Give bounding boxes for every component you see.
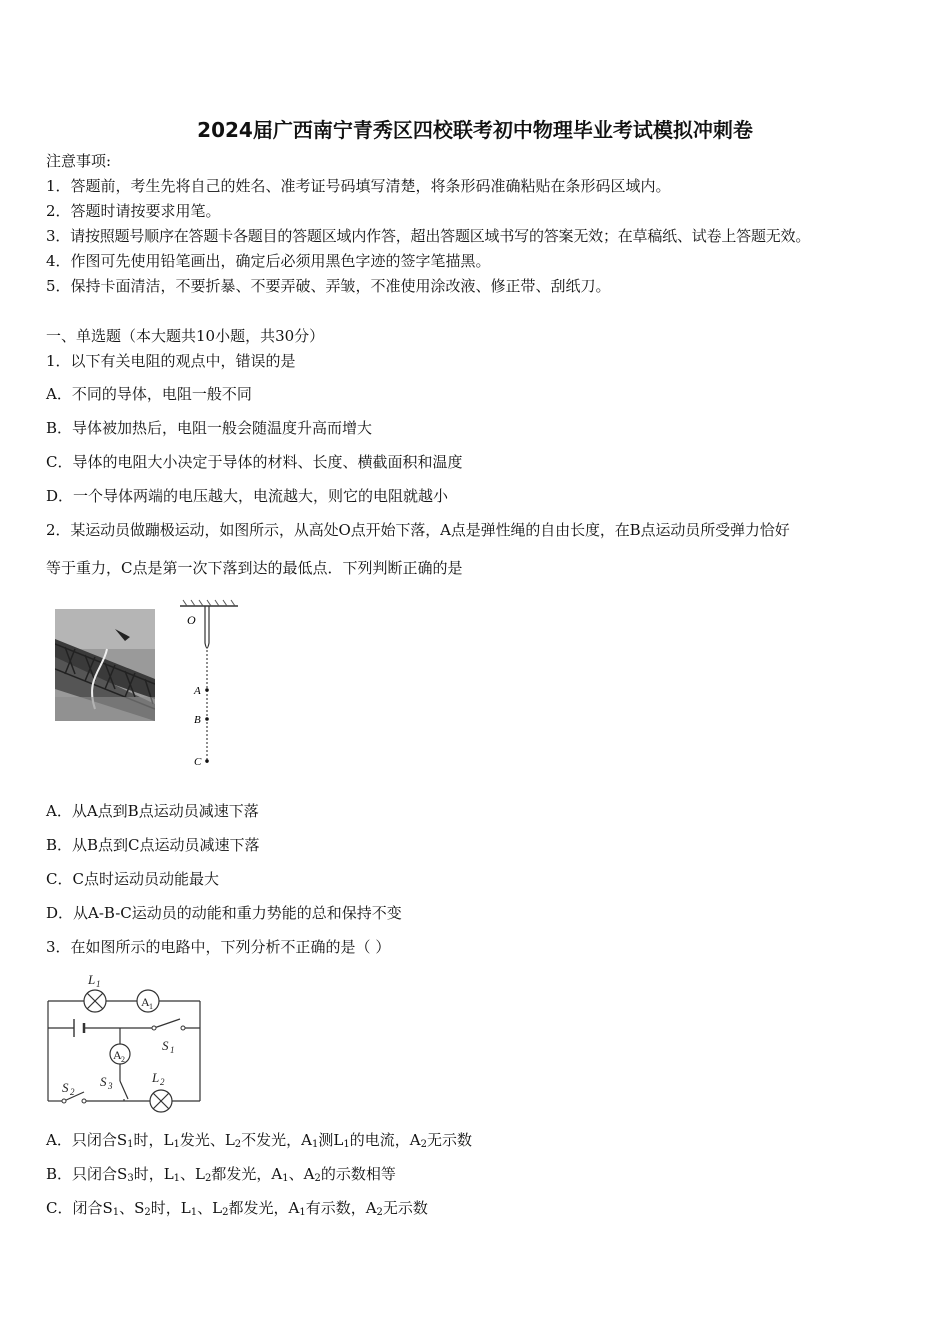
bungee-diagram [175, 598, 245, 773]
notice-heading: 注意事项: [46, 152, 112, 170]
page-title: 2024届广西南宁青秀区四校联考初中物理毕业考试模拟冲刺卷 [197, 118, 753, 142]
notice-item: 1．答题前，考生先将自己的姓名、准考证号码填写清楚，将条形码准确粘贴在条形码区域内。 [46, 177, 671, 195]
bungee-photo [55, 609, 155, 721]
notice-item: 4．作图可先使用铅笔画出，确定后必须用黑色字迹的签字笔描黑。 [46, 252, 491, 270]
label-s1: S [162, 1038, 169, 1053]
section-heading: 一、单选题（本大题共10小题，共30分） [46, 327, 325, 345]
q1-option-d: D．一个导体两端的电压越大，电流越大，则它的电阻就越小 [46, 487, 449, 505]
question-1-stem: 1．以下有关电阻的观点中，错误的是 [46, 352, 296, 370]
label-s1-sub: 1 [170, 1045, 175, 1055]
label-s2: S [62, 1080, 69, 1095]
label-s2-sub: 2 [70, 1087, 75, 1097]
label-a1-sub: 1 [149, 1002, 153, 1011]
question-3-stem: 3．在如图所示的电路中，下列分析不正确的是（ ） [46, 938, 391, 956]
q2-option-a: A．从A点到B点运动员减速下落 [46, 802, 259, 820]
label-a1: A [141, 995, 150, 1009]
q3-option-b: B．只闭合$S_3$时，$L_1$、$L_2$都发光，$A_1$、$A_2$的示数相等 [46, 1165, 396, 1184]
label-o: O [187, 613, 196, 627]
notice-item: 5．保持卡面清洁，不要折暴、不要弄破、弄皱，不准使用涂改液、修正带、刮纸刀。 [46, 277, 611, 295]
label-a: A [194, 685, 201, 697]
q1-option-a: A．不同的导体，电阻一般不同 [46, 385, 252, 403]
q3-option-a: A．只闭合$S_1$时，$L_1$发光、$L_2$不发光，$A_1$测$L_1$的电流，$A_2$无示数 [46, 1131, 472, 1150]
question-2-stem-line2: 等于重力，C点是第一次下落到达的最低点．下列判断正确的是 [46, 559, 463, 577]
q2-option-b: B．从B点到C点运动员减速下落 [46, 836, 260, 854]
q1-option-b: B．导体被加热后，电阻一般会随温度升高而增大 [46, 419, 373, 437]
notice-item: 2．答题时请按要求用笔。 [46, 202, 221, 220]
q2-option-d: D．从A-B-C运动员的动能和重力势能的总和保持不变 [46, 904, 402, 922]
question-2-stem-line1: 2．某运动员做蹦极运动，如图所示，从高处O点开始下落，A点是弹性绳的自由长度，在B点运动员所受弹力恰好 [46, 521, 790, 539]
label-b: B [194, 714, 201, 726]
label-s3: S [100, 1074, 107, 1089]
q3-option-c: C．闭合$S_1$、$S_2$时，$L_1$、$L_2$都发光，$A_1$有示数，$A_2$无示数 [46, 1199, 428, 1218]
q1-option-c: C．导体的电阻大小决定于导体的材料、长度、横截面积和温度 [46, 453, 463, 471]
label-l1-sub: 1 [96, 979, 101, 989]
q2-option-c: C．C点时运动员动能最大 [46, 870, 219, 888]
label-c: C [194, 756, 202, 768]
label-l1: L [88, 972, 96, 987]
label-a2: A [113, 1048, 122, 1062]
notice-item: 3．请按照题号顺序在答题卡各题目的答题区域内作答，超出答题区域书写的答案无效；在草稿纸、试卷上答题无效。 [46, 227, 811, 245]
circuit-diagram [42, 966, 207, 1114]
label-a2-sub: 2 [121, 1055, 125, 1064]
label-l2-sub: 2 [160, 1077, 165, 1087]
label-l2: L [152, 1070, 160, 1085]
label-s3-sub: 3 [108, 1081, 113, 1091]
